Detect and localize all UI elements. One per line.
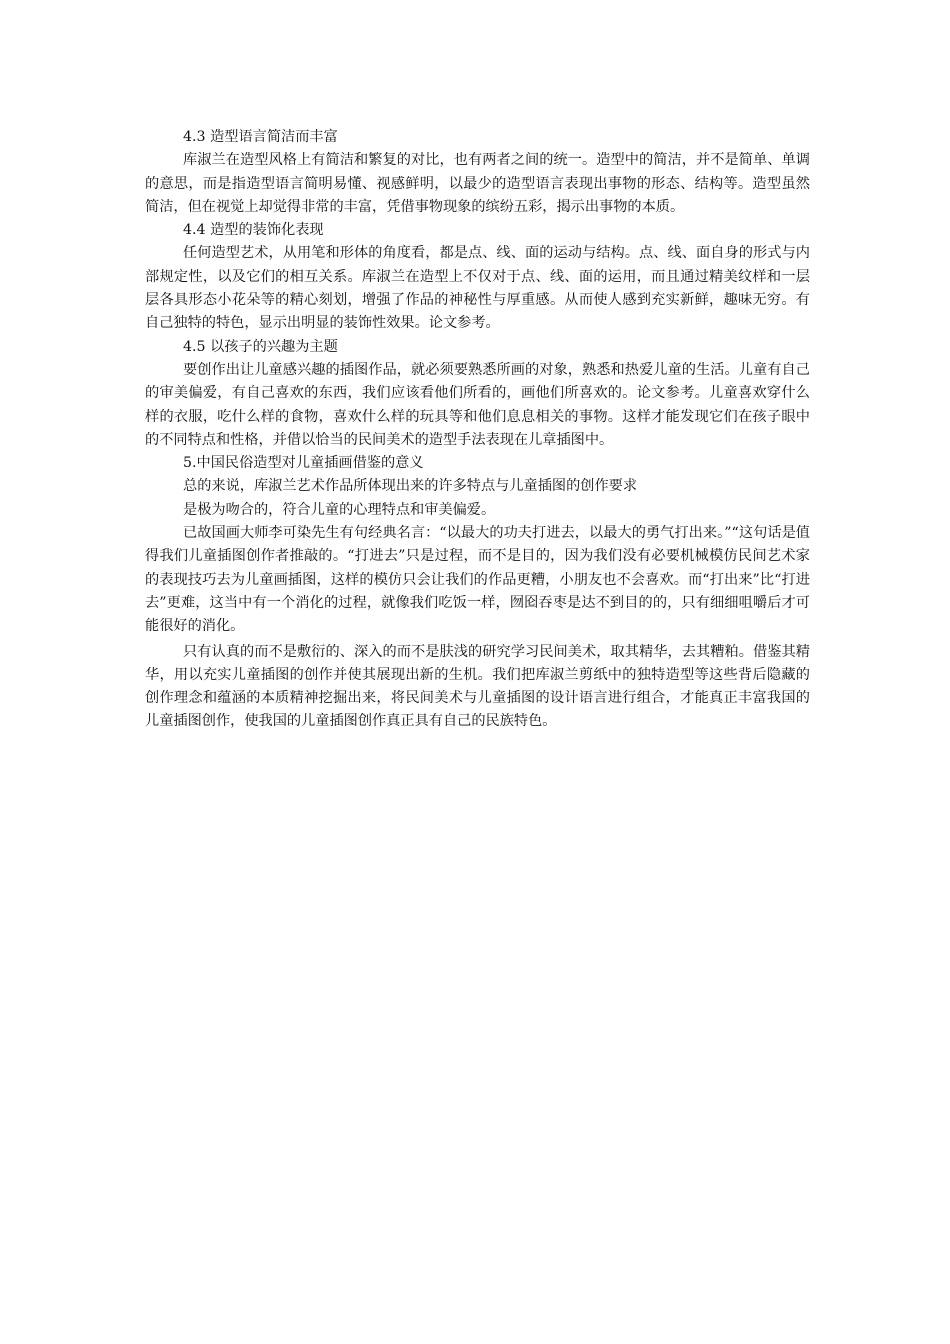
document-body (145, 126, 810, 734)
section-paragraph-4-4: 任何造型艺术，从用笔和形体的角度看，都是点、线、面的运动与结构。点、线、面自身的形式与内部规定性，以及它们的相互关系。库淑兰在造型上不仅对于点、线、面的运用，而且通过精美纹样和一层层各具形态小花朵等的精心刻划，增强了作品的神秘性与厚重感。从而使人感到充实新鲜，趣味无穷。有自己独特的特色，显示出明显的装饰性效果。论文参考。 (145, 245, 810, 332)
section-heading-4-5: 4.5 以孩子的兴趣为主题 (183, 338, 338, 355)
section-heading-4-3: 4.3 造型语言简洁而丰富 (183, 129, 338, 145)
section-5-line-2: 是极为吻合的，符合儿童的心理特点和审美偏爱。 (183, 501, 496, 518)
section-heading-5: 5.中国民俗造型对儿童插画借鉴的意义 (183, 455, 424, 472)
section-5-paragraph-1: 已故国画大师李可染先生有句经典名言：“以最大的功夫打进去，以最大的勇气打出来。”“这句话是值得我们儿童插图创作者推敲的。“打进去”只是过程，而不是目的，因为我们没有必要机械模仿民间艺术家的表现技巧去为儿童画插图，这样的模仿只会让我们的作品更糟，小朋友也不会喜欢。而“打出来”比“打进去”更难，这当中有一个消化的过程，就像我们吃饭一样，囫囵吞枣是达不到目的的，只有细细咀嚼后才可能很好的消化。 (145, 525, 810, 635)
section-heading-4-4: 4.4 造型的装饰化表现 (183, 222, 324, 239)
section-paragraph-4-5: 要创作出让儿童感兴趣的插图作品，就必须要熟悉所画的对象，熟悉和热爱儿童的生活。儿童有自己的审美偏爱，有自己喜欢的东西，我们应该看他们所看的，画他们所喜欢的。论文参考。儿童喜欢穿什么样的衣服，吃什么样的食物，喜欢什么样的玩具等和他们息息相关的事物。这样才能发现它们在孩子眼中的不同特点和性格，并借以恰当的民间美术的造型手法表现在儿章插图中。 (145, 361, 810, 448)
section-5-line-1: 总的来说，库淑兰艺术作品所体现出来的许多特点与儿童插图的创作要求 (183, 478, 638, 495)
section-5-paragraph-2: 只有认真的而不是敷衍的、深入的而不是肤浅的研究学习民间美术，取其精华，去其糟粕。借鉴其精华，用以充实儿童插图的创作并使其展现出新的生机。我们把库淑兰剪纸中的独特造型等这些背后隐藏的创作理念和蕴涵的本质精神挖掘出来，将民间美术与儿童插图的设计语言进行组合，才能真正丰富我国的儿童插图创作，使我国的儿童插图创作真正具有自己的民族特色。 (145, 643, 810, 730)
section-paragraph-4-3: 库淑兰在造型风格上有简洁和繁复的对比，也有两者之间的统一。造型中的简洁，并不是简单、单调的意思，而是指造型语言简明易懂、视感鲜明，以最少的造型语言表现出事物的形态、结构等。造型虽然简洁，但在视觉上却觉得非常的丰富，凭借事物现象的缤纷五彩，揭示出事物的本质。 (145, 152, 810, 215)
